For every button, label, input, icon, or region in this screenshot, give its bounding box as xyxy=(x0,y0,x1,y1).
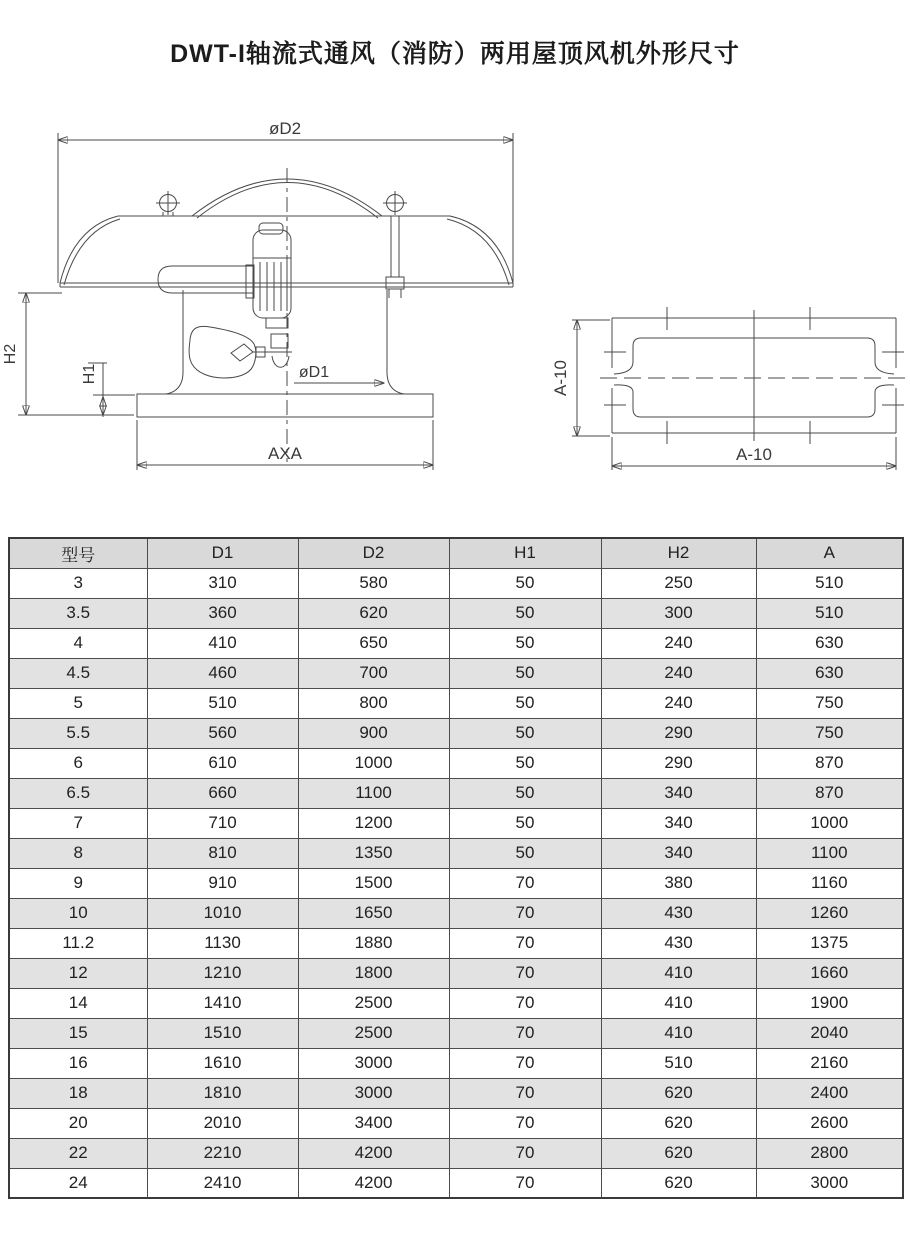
table-row xyxy=(9,1048,903,1078)
table-cell: 1160 xyxy=(756,868,903,898)
table-cell: 1810 xyxy=(147,1078,298,1108)
table-row xyxy=(9,868,903,898)
a10-horizontal-dimension-label: A-10 xyxy=(736,445,772,464)
table-cell: 1130 xyxy=(147,928,298,958)
table-cell: 3000 xyxy=(298,1048,449,1078)
column-header-a: A xyxy=(756,538,903,568)
table-row xyxy=(9,928,903,958)
table-cell: 710 xyxy=(147,808,298,838)
table-row xyxy=(9,838,903,868)
spec-table-body xyxy=(9,568,903,1198)
table-cell: 250 xyxy=(601,568,756,598)
table-cell: 1200 xyxy=(298,808,449,838)
table-cell: 910 xyxy=(147,868,298,898)
table-cell: 70 xyxy=(449,958,601,988)
table-cell: 50 xyxy=(449,628,601,658)
table-cell: 1350 xyxy=(298,838,449,868)
table-cell: 2410 xyxy=(147,1168,298,1198)
h2-dimension-label: H2 xyxy=(2,343,19,365)
table-cell: 310 xyxy=(147,568,298,598)
table-cell: 2040 xyxy=(756,1018,903,1048)
table-cell: 870 xyxy=(756,748,903,778)
table-cell: 11.2 xyxy=(9,928,147,958)
table-cell: 1260 xyxy=(756,898,903,928)
base-flange xyxy=(137,394,433,417)
table-row xyxy=(9,988,903,1018)
table-cell: 50 xyxy=(449,598,601,628)
lifting-eyebolt-right xyxy=(383,191,407,215)
table-cell: 1880 xyxy=(298,928,449,958)
table-cell: 50 xyxy=(449,748,601,778)
table-cell: 3000 xyxy=(756,1168,903,1198)
table-cell: 3.5 xyxy=(9,598,147,628)
d1-dimension-label: øD1 xyxy=(298,364,330,381)
table-cell: 510 xyxy=(147,688,298,718)
table-cell: 360 xyxy=(147,598,298,628)
dimension-h1 xyxy=(81,363,135,417)
table-row xyxy=(9,598,903,628)
table-cell: 900 xyxy=(298,718,449,748)
table-cell: 340 xyxy=(601,838,756,868)
table-cell: 750 xyxy=(756,718,903,748)
table-row xyxy=(9,1078,903,1108)
table-row xyxy=(9,658,903,688)
table-cell: 410 xyxy=(601,1018,756,1048)
table-cell: 1650 xyxy=(298,898,449,928)
page-title: DWT-I轴流式通风（消防）两用屋顶风机外形尺寸 xyxy=(170,40,740,68)
lifting-eyebolt-left xyxy=(156,191,180,216)
table-cell: 50 xyxy=(449,658,601,688)
table-row xyxy=(9,1018,903,1048)
table-cell: 12 xyxy=(9,958,147,988)
table-row xyxy=(9,748,903,778)
table-row xyxy=(9,688,903,718)
table-cell: 430 xyxy=(601,898,756,928)
table-cell: 410 xyxy=(601,958,756,988)
table-cell: 410 xyxy=(601,988,756,1018)
table-cell: 70 xyxy=(449,988,601,1018)
table-cell: 50 xyxy=(449,778,601,808)
table-cell: 50 xyxy=(449,688,601,718)
table-cell: 10 xyxy=(9,898,147,928)
table-cell: 560 xyxy=(147,718,298,748)
dimension-axa xyxy=(137,420,433,470)
table-cell: 380 xyxy=(601,868,756,898)
table-cell: 2160 xyxy=(756,1048,903,1078)
table-cell: 430 xyxy=(601,928,756,958)
column-header-d2: D2 xyxy=(298,538,449,568)
table-row xyxy=(9,568,903,598)
dimension-spec-table xyxy=(8,537,904,1199)
table-cell: 660 xyxy=(147,778,298,808)
front-view-drawing xyxy=(2,119,513,470)
table-cell: 3000 xyxy=(298,1078,449,1108)
table-cell: 610 xyxy=(147,748,298,778)
table-cell: 510 xyxy=(601,1048,756,1078)
fan-blade xyxy=(189,326,256,378)
table-cell: 3400 xyxy=(298,1108,449,1138)
table-row xyxy=(9,778,903,808)
table-cell: 1010 xyxy=(147,898,298,928)
table-cell: 8 xyxy=(9,838,147,868)
table-cell: 9 xyxy=(9,868,147,898)
table-cell: 700 xyxy=(298,658,449,688)
table-cell: 2010 xyxy=(147,1108,298,1138)
table-cell: 620 xyxy=(298,598,449,628)
table-cell: 340 xyxy=(601,778,756,808)
table-cell: 410 xyxy=(147,628,298,658)
column-header-d1: D1 xyxy=(147,538,298,568)
table-cell: 750 xyxy=(756,688,903,718)
table-cell: 50 xyxy=(449,568,601,598)
table-cell: 4200 xyxy=(298,1138,449,1168)
table-cell: 650 xyxy=(298,628,449,658)
top-view-drawing xyxy=(551,307,906,470)
h1-dimension-label: H1 xyxy=(81,363,98,385)
axa-dimension-label: AXA xyxy=(267,444,303,463)
table-cell: 620 xyxy=(601,1108,756,1138)
table-cell: 1000 xyxy=(298,748,449,778)
table-cell: 810 xyxy=(147,838,298,868)
table-row xyxy=(9,1108,903,1138)
table-cell: 1375 xyxy=(756,928,903,958)
table-cell: 2500 xyxy=(298,988,449,1018)
table-cell: 340 xyxy=(601,808,756,838)
table-cell: 580 xyxy=(298,568,449,598)
table-cell: 630 xyxy=(756,658,903,688)
table-cell: 1000 xyxy=(756,808,903,838)
technical-drawing xyxy=(0,80,910,520)
table-cell: 1660 xyxy=(756,958,903,988)
table-cell: 240 xyxy=(601,658,756,688)
table-cell: 4.5 xyxy=(9,658,147,688)
table-cell: 1510 xyxy=(147,1018,298,1048)
table-cell: 20 xyxy=(9,1108,147,1138)
table-cell: 290 xyxy=(601,718,756,748)
table-cell: 300 xyxy=(601,598,756,628)
table-cell: 50 xyxy=(449,808,601,838)
table-cell: 620 xyxy=(601,1168,756,1198)
table-cell: 50 xyxy=(449,718,601,748)
table-cell: 70 xyxy=(449,1078,601,1108)
table-cell: 290 xyxy=(601,748,756,778)
table-header-row xyxy=(9,538,903,568)
table-cell: 1800 xyxy=(298,958,449,988)
dimension-h2 xyxy=(2,293,134,415)
table-cell: 620 xyxy=(601,1078,756,1108)
table-cell: 240 xyxy=(601,628,756,658)
table-cell: 2500 xyxy=(298,1018,449,1048)
table-cell: 510 xyxy=(756,598,903,628)
table-cell: 2800 xyxy=(756,1138,903,1168)
table-row xyxy=(9,1168,903,1198)
table-cell: 3 xyxy=(9,568,147,598)
table-cell: 460 xyxy=(147,658,298,688)
table-cell: 7 xyxy=(9,808,147,838)
table-cell: 14 xyxy=(9,988,147,1018)
table-cell: 4200 xyxy=(298,1168,449,1198)
table-cell: 16 xyxy=(9,1048,147,1078)
motor xyxy=(158,223,291,318)
table-cell: 6 xyxy=(9,748,147,778)
support-structure xyxy=(166,290,404,394)
table-cell: 630 xyxy=(756,628,903,658)
table-cell: 1100 xyxy=(756,838,903,868)
table-cell: 1210 xyxy=(147,958,298,988)
dimension-a10-horizontal xyxy=(612,437,896,470)
table-cell: 22 xyxy=(9,1138,147,1168)
table-cell: 50 xyxy=(449,838,601,868)
top-view-centerlines xyxy=(600,310,906,441)
table-row xyxy=(9,1138,903,1168)
column-header-h1: H1 xyxy=(449,538,601,568)
table-row xyxy=(9,628,903,658)
d2-dimension-label: øD2 xyxy=(268,119,302,138)
column-header-model: 型号 xyxy=(9,538,147,568)
table-cell: 1100 xyxy=(298,778,449,808)
table-cell: 18 xyxy=(9,1078,147,1108)
table-cell: 1410 xyxy=(147,988,298,1018)
table-cell: 15 xyxy=(9,1018,147,1048)
table-cell: 5 xyxy=(9,688,147,718)
table-row xyxy=(9,718,903,748)
table-cell: 1900 xyxy=(756,988,903,1018)
column-header-h2: H2 xyxy=(601,538,756,568)
table-cell: 70 xyxy=(449,1018,601,1048)
table-cell: 70 xyxy=(449,1048,601,1078)
table-cell: 70 xyxy=(449,1168,601,1198)
table-row xyxy=(9,808,903,838)
suspension-rod xyxy=(386,216,404,298)
dimension-d1 xyxy=(294,364,384,383)
table-cell: 2210 xyxy=(147,1138,298,1168)
table-cell: 1610 xyxy=(147,1048,298,1078)
table-cell: 240 xyxy=(601,688,756,718)
table-cell: 620 xyxy=(601,1138,756,1168)
table-row xyxy=(9,958,903,988)
impeller-hub xyxy=(252,318,292,367)
table-row xyxy=(9,898,903,928)
table-cell: 2600 xyxy=(756,1108,903,1138)
table-cell: 1500 xyxy=(298,868,449,898)
table-cell: 70 xyxy=(449,1108,601,1138)
table-cell: 510 xyxy=(756,568,903,598)
table-cell: 4 xyxy=(9,628,147,658)
table-cell: 5.5 xyxy=(9,718,147,748)
table-cell: 70 xyxy=(449,928,601,958)
table-cell: 2400 xyxy=(756,1078,903,1108)
table-cell: 800 xyxy=(298,688,449,718)
table-cell: 24 xyxy=(9,1168,147,1198)
table-cell: 70 xyxy=(449,1138,601,1168)
table-cell: 70 xyxy=(449,868,601,898)
table-cell: 70 xyxy=(449,898,601,928)
table-cell: 870 xyxy=(756,778,903,808)
table-cell: 6.5 xyxy=(9,778,147,808)
a10-vertical-dimension-label: A-10 xyxy=(551,360,570,396)
